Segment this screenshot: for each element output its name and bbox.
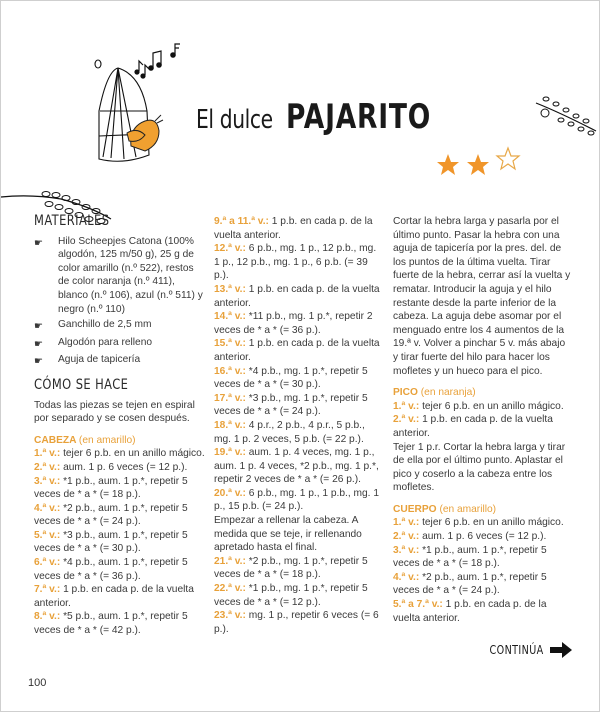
column-left (34, 215, 206, 638)
material-item: ☛ Ganchillo de 2,5 mm (34, 319, 152, 333)
title-prefix: El dulce (196, 105, 273, 135)
how-to-intro: Todas las piezas se tejen en espiral por separado y se cosen después. (34, 399, 195, 425)
row: 23.ª v.: mg. 1 p., repetir 6 veces (= 6 p.). (214, 610, 379, 635)
row: 19.ª v.: aum. 1 p. 4 veces, mg. 1 p., aum. 1 p. 4 veces, *2 p.b., mg. 1 p.*, repetir 2 veces de * a * (= 26 p.). (214, 447, 379, 486)
row: 7.ª v.: 1 p.b. en cada p. de la vuelta anterior. (34, 584, 194, 609)
row: 17.ª v.: *3 p.b., mg. 1 p.*, repetir 5 veces de * a * (= 24 p.). (214, 392, 368, 418)
leaf-branch-right-icon (531, 93, 600, 138)
row: 9.ª a 11.ª v.: 1 p.b. en cada p. de la vuelta anterior. (214, 216, 373, 241)
row: 16.ª v.: *4 p.b., mg. 1 p.*, repetir 5 veces de * a * (= 30 p.). (214, 365, 368, 391)
row: 18.ª v.: 4 p.r., 2 p.b., 4 p.r., 5 p.b., mg. 1 p. 2 veces, 5 p.b. (= 22 p.). (214, 419, 365, 445)
cabeza-finish: Cortar la hebra larga y pasarla por el último punto. Pasar la hebra con una aguja de tapicería por la pres. del. de los puntos de la última vuelta. Tirar fuerte de la hebra, cerrar así la vuelta y rematar. Introducir la aguja y el hilo restante desde la parte inferior de la cabeza. La aguja debe asomar por el menguado entre los 4 aumentos de la 19.ª v. Volver a pinchar 5 v. más abajo y tirar fuerte del hilo para hacer los mofletes y un hueco para el pico. (393, 216, 571, 377)
row: 2.ª v.: aum. 1 p. 6 veces (= 12 p.). (34, 461, 188, 473)
title-main: PAJARITO (286, 97, 432, 137)
continue-link[interactable] (476, 642, 572, 658)
section-cuerpo-heading: CUERPO (en amarillo) (393, 503, 497, 515)
material-item: ☛ Aguja de tapicería (34, 354, 141, 368)
row: 12.ª v.: 6 p.b., mg. 1 p., 12 p.b., mg. 1 p., 12 p.b., mg. 1 p., 6 p.b. (= 39 p.). (214, 243, 377, 282)
page-number: 100 (28, 677, 47, 689)
row: 3.ª v.: *1 p.b., aum. 1 p.*, repetir 5 veces de * a * (= 18 p.). (393, 544, 547, 570)
material-item: ☛ Hilo Scheepjes Catona (100% algodón, 125 m/50 g), 25 g de color amarillo (n.º 522), restos de color naranja (n.º 411), blanco (n.º 106), azul (n.º 511) y negro (n.º 110) (34, 235, 203, 315)
arrow-right-icon (550, 642, 572, 658)
row: 5.ª a 7.ª v.: 1 p.b. en cada p. de la vuelta anterior. (393, 599, 547, 624)
row: 13.ª v.: 1 p.b. en cada p. de la vuelta anterior. (214, 283, 380, 309)
star-empty-icon (497, 148, 519, 169)
row: 20.ª v.: 6 p.b., mg. 1 p., 1 p.b., mg. 1 p., 15 p.b. (= 24 p.). (214, 487, 379, 513)
page-title (196, 97, 472, 137)
row: 4.ª v.: *2 p.b., aum. 1 p.*, repetir 5 veces de * a * (= 24 p.). (393, 571, 547, 597)
section-pico-heading: PICO (en naranja) (393, 387, 476, 399)
row: 14.ª v.: *11 p.b., mg. 1 p.*, repetir 2 veces de * a * (= 36 p.). (214, 311, 373, 336)
section-cabeza-heading: CABEZA (en amarillo) (34, 434, 136, 446)
star-filled-icon (467, 154, 489, 175)
row: 1.ª v.: tejer 6 p.b. en un anillo mágico. (393, 517, 564, 529)
star-filled-icon (437, 154, 459, 175)
pico-finish: Tejer 1 p.r. Cortar la hebra larga y tirar de ella por el último punto. Aplastar el pico y coserlo a la cabeza entre los mofletes. (393, 441, 566, 494)
row: 3.ª v.: *1 p.b., aum. 1 p.*, repetir 5 veces de * a * (= 18 p.). (34, 475, 188, 501)
row: 1.ª v.: tejer 6 p.b. en un anillo mágico. (34, 448, 205, 460)
row: 22.ª v.: *1 p.b., mg. 1 p.*, repetir 5 veces de * a * (= 12 p.). (214, 583, 368, 608)
row: 2.ª v.: 1 p.b. en cada p. de la vuelta anterior. (393, 414, 553, 439)
row: 15.ª v.: 1 p.b. en cada p. de la vuelta anterior. (214, 338, 380, 363)
row: 21.ª v.: *2 p.b., mg. 1 p.*, repetir 5 veces de * a * (= 18 p.). (214, 555, 368, 581)
material-item: ☛ Algodón para relleno (34, 336, 153, 350)
row: 4.ª v.: *2 p.b., aum. 1 p.*, repetir 5 veces de * a * (= 24 p.). (34, 502, 188, 528)
row: 6.ª v.: *4 p.b., aum. 1 p.*, repetir 5 veces de * a * (= 36 p.). (34, 557, 188, 582)
column-right (393, 215, 573, 625)
continue-label: CONTINÚA (489, 643, 544, 657)
pointing-hand-icon: ☛ (34, 356, 44, 368)
pointing-hand-icon: ☛ (34, 321, 44, 333)
row: 2.ª v.: aum. 1 p. 6 veces (= 12 p.). (393, 531, 547, 543)
pointing-hand-icon: ☛ (34, 338, 44, 350)
row: 5.ª v.: *3 p.b., aum. 1 p.*, repetir 5 veces de * a * (= 30 p.). (34, 529, 188, 555)
how-to-heading: CÓMO SE HACE (34, 376, 129, 393)
pointing-hand-icon: ☛ (34, 237, 44, 249)
difficulty-rating (437, 146, 529, 186)
materials-heading: MATERIALES (34, 213, 110, 229)
column-middle (214, 215, 382, 636)
stuffing-note: Empezar a rellenar la cabeza. A medida que se teje, ir rellenando apretado hasta el final. (214, 515, 362, 554)
row: 8.ª v.: *5 p.b., aum. 1 p.*, repetir 5 veces de * a * (= 42 p.). (34, 611, 188, 637)
row: 1.ª v.: tejer 6 p.b. en un anillo mágico. (393, 400, 564, 412)
